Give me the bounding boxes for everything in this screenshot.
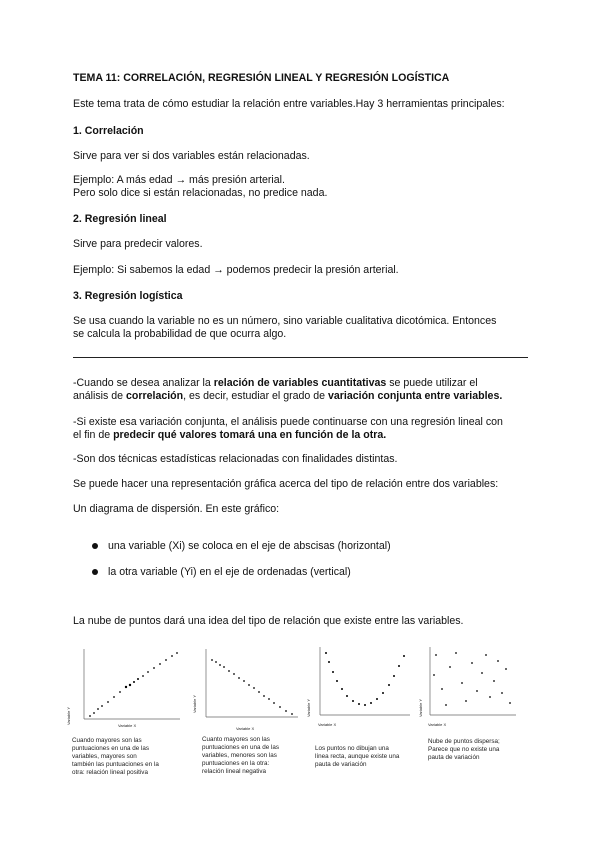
plot-3-xlabel: Variable X <box>318 722 337 727</box>
bullet-dot-1 <box>92 543 98 549</box>
scatter-plot-curvilinear <box>312 645 412 721</box>
plot-1-caption: Cuando mayores son las puntuaciones en una de las variables, mayores son también las puntuaciones en la otra: relación lineal positiva <box>72 737 159 776</box>
plot-4-xlabel: Variable X <box>428 722 447 727</box>
bullet-dot-2 <box>92 569 98 575</box>
correlacion-text: Sirve para ver si dos variables están relacionadas. <box>73 150 310 162</box>
paragraph-nube: La nube de puntos dará una idea del tipo de relación que existe entre las variables. <box>73 615 464 627</box>
plot-2-caption: Cuanto mayores son las puntuaciones en una de las variables, menores son las puntuaciones en la otra: relación lineal negativa <box>202 736 280 775</box>
paragraph-cuantitativas: -Cuando se desea analizar la relación de variables cuantitativas se puede utilizar el <box>73 377 478 389</box>
plot-3-caption: Los puntos no dibujan una línea recta, aunque existe una pauta de variación <box>315 745 400 768</box>
paragraph-cuantitativas-2: análisis de correlación, es decir, estudiar el grado de variación conjunta entre variables. <box>73 390 503 402</box>
correlacion-note: Pero solo dice si están relacionadas, no predice nada. <box>73 187 328 199</box>
paragraph-regresion-2: el fin de predecir qué valores tomará una en función de la otra. <box>73 429 387 441</box>
paragraph-tecnicas: -Son dos técnicas estadísticas relacionadas con finalidades distintas. <box>73 453 398 465</box>
scatter-plot-dispersed <box>422 645 518 721</box>
bullet-item-2: la otra variable (Yi) en el eje de ordenadas (vertical) <box>108 566 351 578</box>
plot-2-ylabel: Variable Y <box>192 694 198 714</box>
regresion-lineal-text: Sirve para predecir valores. <box>73 238 203 250</box>
plot-1-ylabel: Variable Y <box>66 706 72 726</box>
scatter-plot-negative <box>196 645 300 725</box>
intro-text: Este tema trata de cómo estudiar la relación entre variables.Hay 3 herramientas principales: <box>73 98 505 110</box>
heading-regresion-logistica: 3. Regresión logística <box>73 290 183 302</box>
plot-3-ylabel: Variable Y <box>306 698 312 718</box>
paragraph-representacion: Se puede hacer una representación gráfica acerca del tipo de relación entre dos variables: <box>73 478 499 490</box>
regresion-logistica-text-2: se calcula la probabilidad de que ocurra algo. <box>73 328 287 340</box>
plot-4-ylabel: Variable Y <box>418 698 424 718</box>
plot-2-xlabel: Variable X <box>236 726 255 731</box>
regresion-logistica-text: Se usa cuando la variable no es un número, sino variable cualitativa dicotómica. Entonces <box>73 315 497 327</box>
scatter-plot-positive <box>72 645 184 727</box>
heading-regresion-lineal: 2. Regresión lineal <box>73 213 167 225</box>
separator-line <box>73 357 528 358</box>
regresion-lineal-example: Ejemplo: Si sabemos la edad → podemos predecir la presión arterial. <box>73 264 399 276</box>
correlacion-example: Ejemplo: A más edad → más presión arterial. <box>73 174 285 186</box>
plot-1-xlabel: Variable X <box>118 723 137 728</box>
plot-4-caption: Nube de puntos dispersa; Parece que no existe una pauta de variación <box>428 738 500 761</box>
bullet-item-1: una variable (Xi) se coloca en el eje de abscisas (horizontal) <box>108 540 391 552</box>
paragraph-diagrama: Un diagrama de dispersión. En este gráfico: <box>73 503 280 515</box>
paragraph-regresion: -Si existe esa variación conjunta, el análisis puede continuarse con una regresión lineal con <box>73 416 503 428</box>
heading-correlacion: 1. Correlación <box>73 125 144 137</box>
page-title: TEMA 11: CORRELACIÓN, REGRESIÓN LINEAL Y REGRESIÓN LOGÍSTICA <box>73 72 450 84</box>
